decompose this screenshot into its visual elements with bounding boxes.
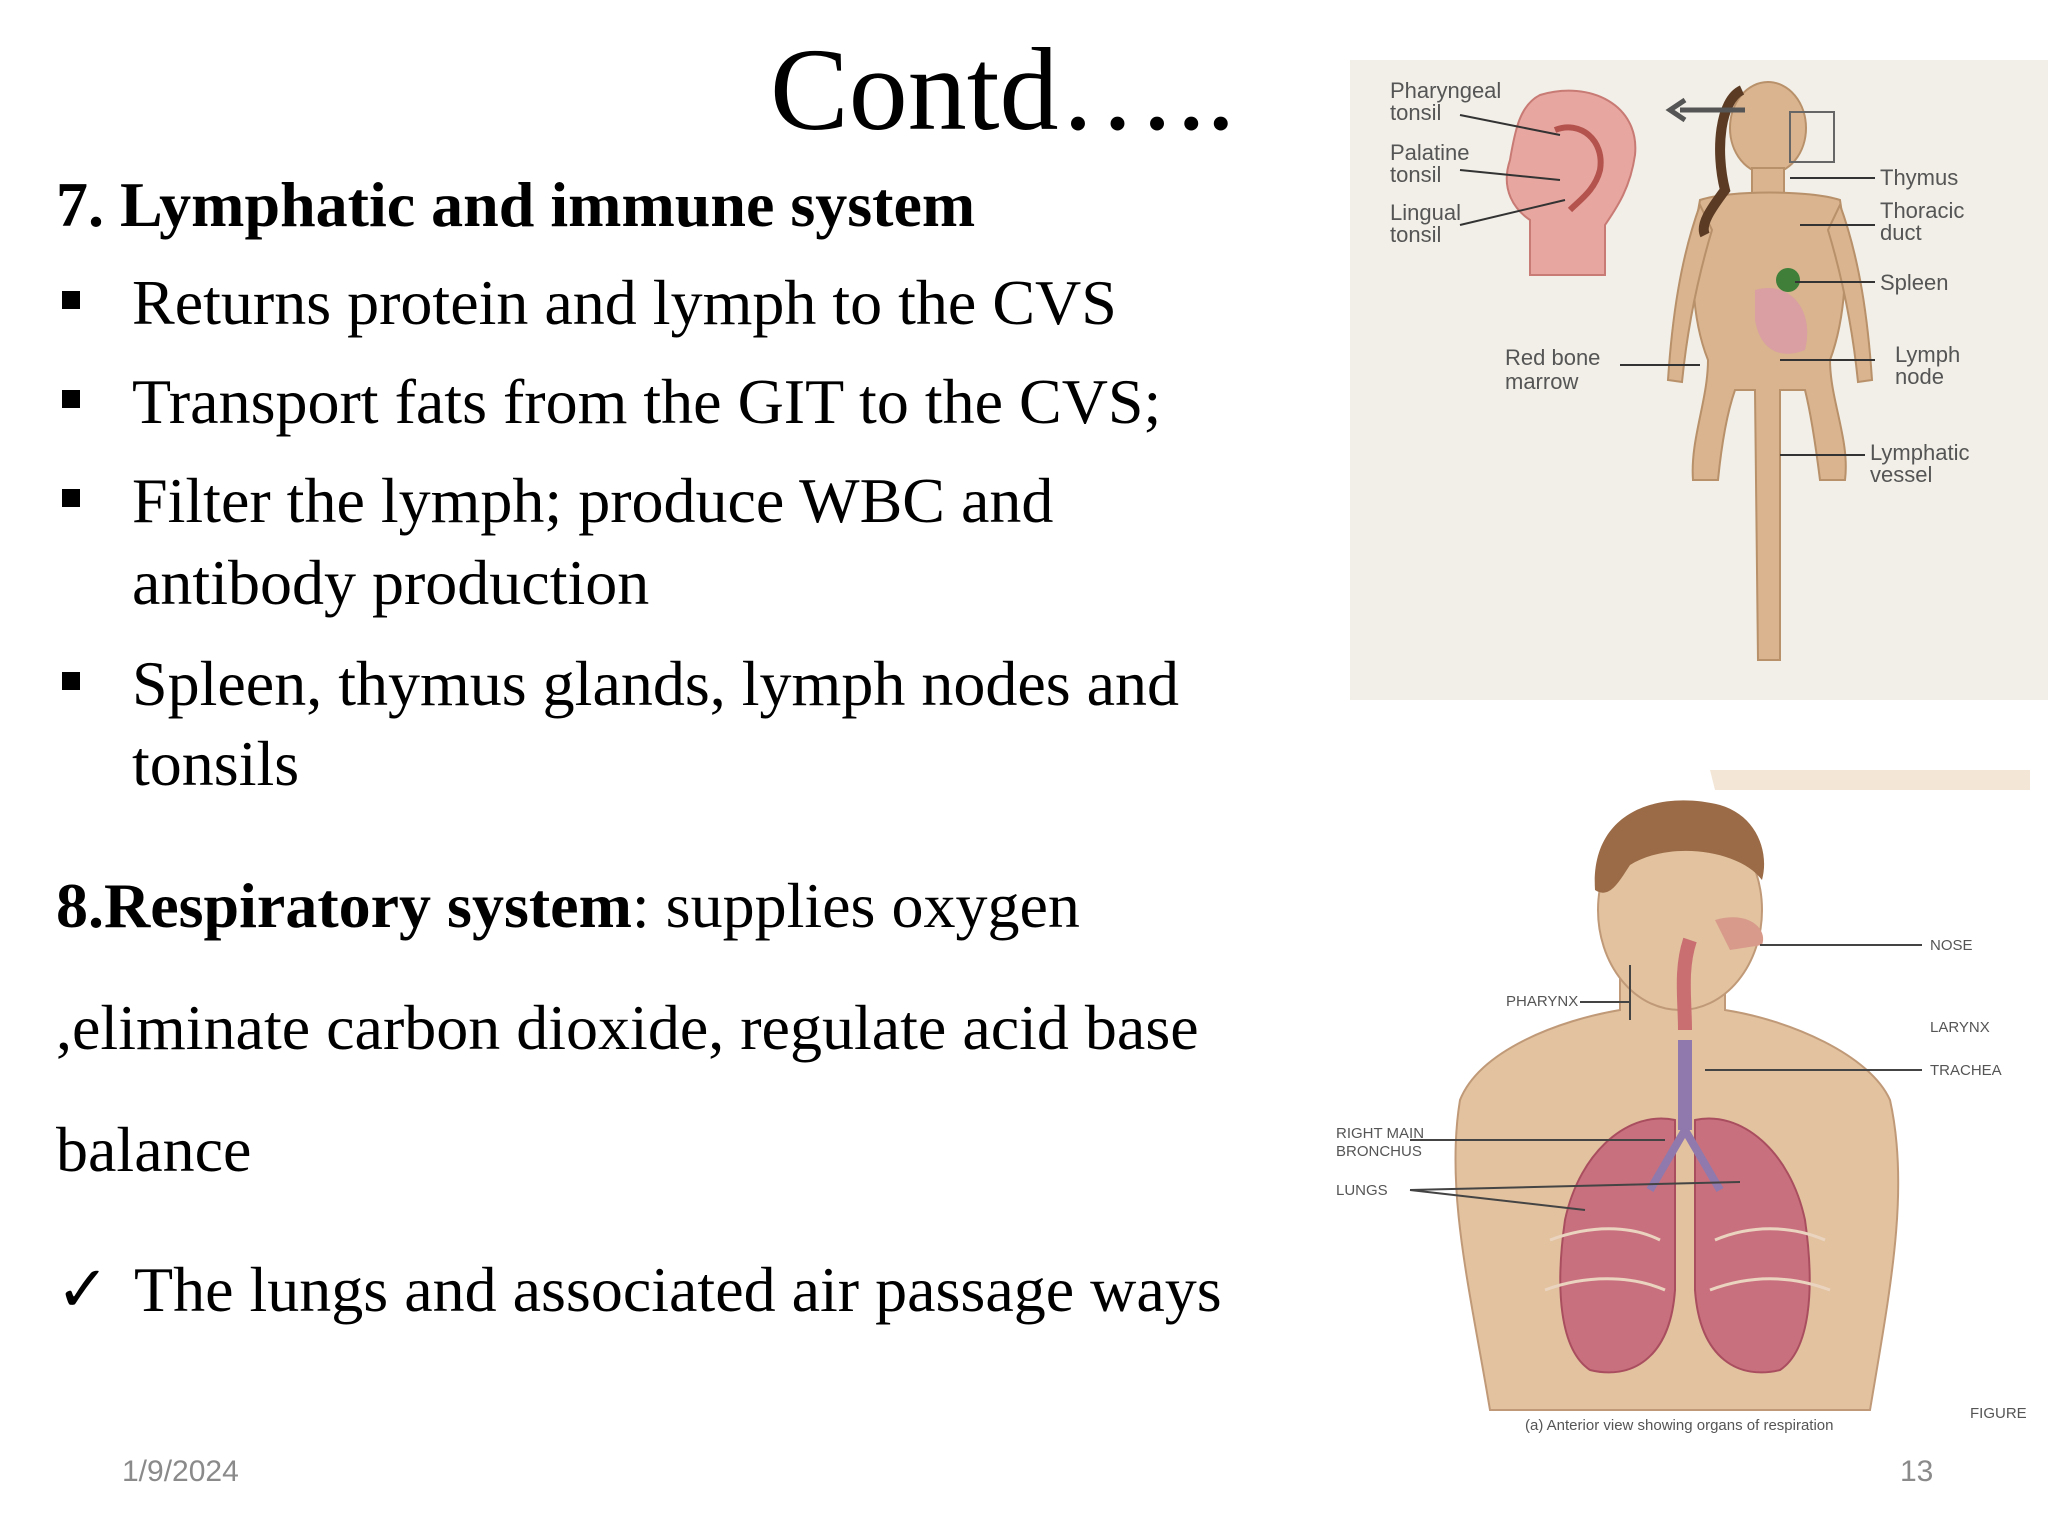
page-number: 13	[1900, 1455, 1934, 1488]
label-pharynx: PHARYNX	[1506, 993, 1579, 1010]
label-larynx: LARYNX	[1930, 1019, 1990, 1036]
respiratory-text-line: balance	[56, 1114, 252, 1185]
section-heading-rest: : supplies oxygen	[631, 870, 1080, 941]
figure-caption: (a) Anterior view showing organs of respiration	[1525, 1417, 1834, 1434]
respiratory-text-line: ,eliminate carbon dioxide, regulate acid base	[56, 992, 1199, 1063]
section-heading-respiratory	[56, 866, 1080, 946]
square-bullet-icon	[62, 672, 80, 690]
bullet-text: Returns protein and lymph to the CVS	[132, 267, 1117, 338]
bullet-text: antibody production	[132, 547, 650, 618]
label-figure: FIGURE	[1970, 1405, 2027, 1422]
label-lymph-node: Lymph node	[1895, 342, 1961, 389]
label-right-main-bronchus: RIGHT MAIN BRONCHUS	[1336, 1125, 1425, 1160]
label-lymphatic-vessel: Lymphatic vessel	[1870, 440, 1970, 487]
label-lungs: LUNGS	[1336, 1182, 1388, 1199]
footer-date: 1/9/2024	[122, 1455, 239, 1488]
label-pharyngeal-tonsil: Pharyngeal tonsil	[1390, 78, 1502, 125]
check-text: The lungs and associated air passage ways	[134, 1254, 1222, 1325]
label-nose: NOSE	[1930, 937, 1973, 954]
label-red-bone-marrow: Red bone marrow	[1505, 345, 1601, 394]
label-spleen: Spleen	[1880, 270, 1949, 295]
label-palatine-tonsil: Palatine tonsil	[1390, 140, 1470, 187]
check-item	[56, 1250, 1222, 1330]
bullet-text: Transport fats from the GIT to the CVS;	[132, 366, 1162, 437]
bullet-text: tonsils	[132, 728, 300, 799]
label-trachea: TRACHEA	[1930, 1062, 2002, 1079]
label-lingual-tonsil: Lingual tonsil	[1390, 200, 1461, 247]
bullet-text: Filter the lymph; produce WBC and	[132, 465, 1054, 536]
square-bullet-icon	[62, 390, 80, 408]
label-thoracic-duct: Thoracic duct	[1880, 198, 1965, 245]
square-bullet-icon	[62, 291, 80, 309]
square-bullet-icon	[62, 489, 80, 507]
label-thymus: Thymus	[1880, 165, 1959, 190]
respiratory-system-figure	[1330, 770, 2048, 1450]
slide-title: Contd…..	[770, 24, 1236, 155]
section-heading-lymphatic: 7. Lymphatic and immune system	[56, 169, 976, 240]
section-heading-bold: 8.Respiratory system	[56, 870, 632, 941]
lymphatic-system-figure	[1350, 60, 2048, 700]
bullet-text: Spleen, thymus glands, lymph nodes and	[132, 648, 1180, 719]
checkmark-icon: ✓	[56, 1254, 110, 1325]
